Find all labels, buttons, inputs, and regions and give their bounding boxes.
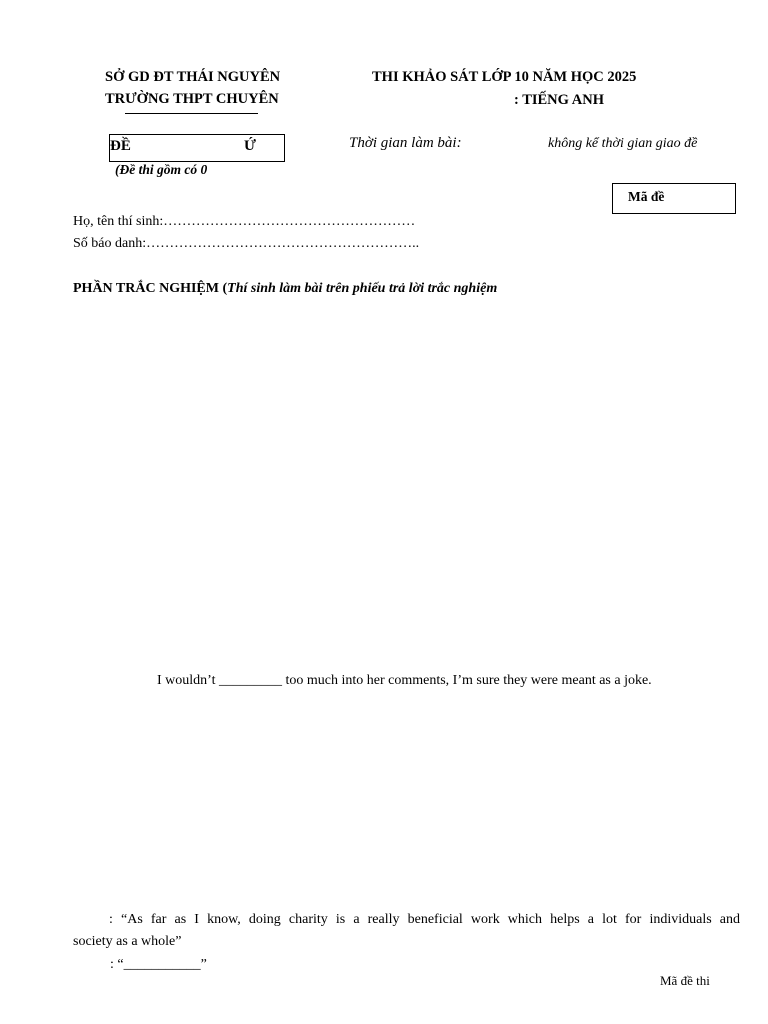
school-underline <box>125 113 258 114</box>
official-exam-label: ĐỀ <box>110 138 131 154</box>
pages-note: (Đề thi gồm có 0 <box>115 162 208 177</box>
exam-title: THI KHẢO SÁT LỚP 10 NĂM HỌC 2025 <box>372 69 637 85</box>
question-sentence: I wouldn’t _________ too much into her comments, I’m sure they were meant as a joke. <box>157 673 652 688</box>
candidate-id-line: Số báo danh:………………………………………………….. <box>73 236 420 251</box>
official-exam-box <box>109 134 285 162</box>
school-name: TRƯỜNG THPT CHUYÊN <box>105 91 279 107</box>
section-title-bold: PHẦN TRẮC NGHIỆM ( <box>73 281 228 296</box>
dialogue-line-2: society as a whole” <box>73 934 182 949</box>
footer-exam-code: Mã đề thi <box>660 973 710 988</box>
section-title-italic: Thí sinh làm bài trên phiếu trả lời trắc nghiệm <box>227 281 498 296</box>
time-label: Thời gian làm bài: <box>349 135 462 151</box>
official-exam-label-end: Ứ <box>244 138 256 154</box>
dialogue-line-1: : “As far as I know, doing charity is a really beneficial work which helps a lot for individuals and <box>109 912 740 927</box>
candidate-name-line: Họ, tên thí sinh:……………………………………………… <box>73 214 416 229</box>
department-name: SỞ GD ĐT THÁI NGUYÊN <box>105 69 281 85</box>
subject-name: : TIẾNG ANH <box>514 92 604 108</box>
time-note: không kể thời gian giao đề <box>548 136 698 151</box>
exam-code-label: Mã đề <box>628 189 665 204</box>
dialogue-line-3: : “___________” <box>110 957 207 972</box>
section-title <box>73 281 497 297</box>
exam-code-box <box>612 183 736 214</box>
